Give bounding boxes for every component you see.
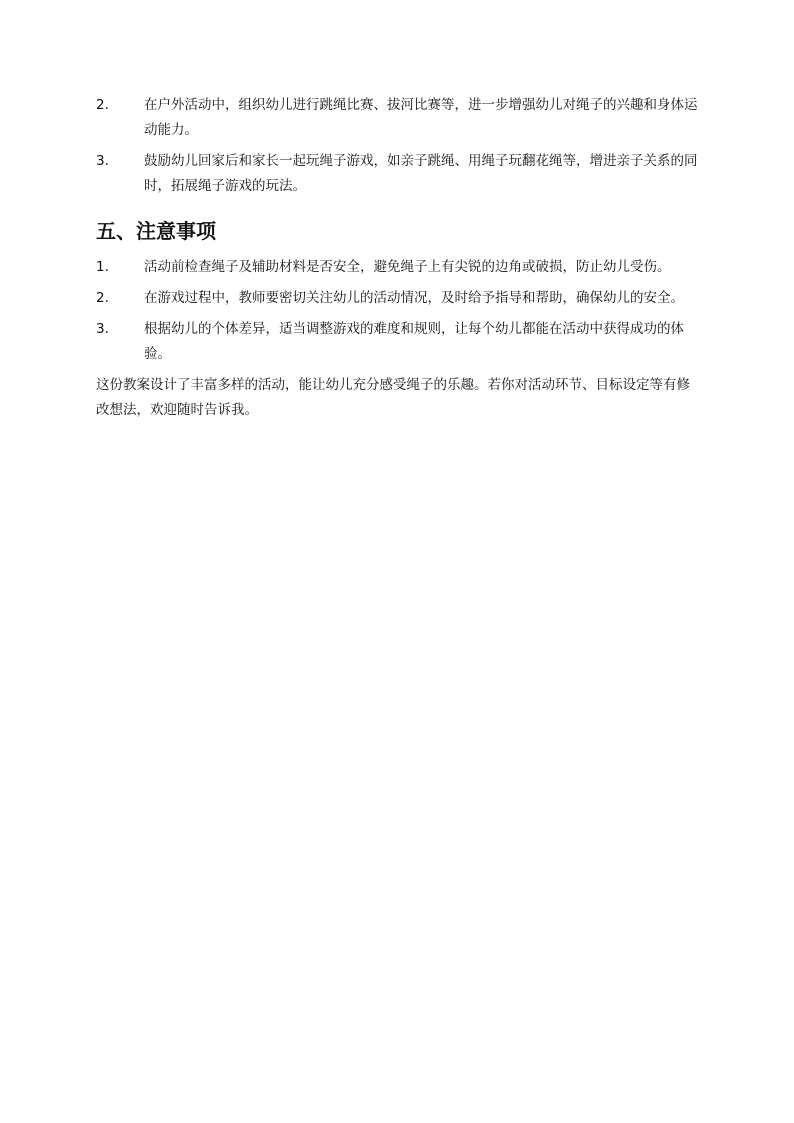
- section-heading: 五、注意事项: [96, 219, 216, 243]
- list-item: [96, 93, 700, 143]
- list-item: [96, 255, 700, 280]
- notes-list: [96, 255, 700, 367]
- list-item-text: 在游戏过程中，教师要密切关注幼儿的活动情况，及时给予指导和帮助，确保幼儿的安全。: [144, 290, 684, 306]
- list-item: [96, 286, 700, 311]
- list-item: [96, 149, 700, 199]
- list-item-number: 2.: [96, 290, 109, 306]
- list-item-number: 1.: [96, 259, 109, 275]
- list-item-text: 在户外活动中，组织幼儿进行跳绳比赛、拔河比赛等，进一步增强幼儿对绳子的兴趣和身体运动能力。: [144, 97, 698, 138]
- list-item-number: 3.: [96, 153, 109, 169]
- list-item-number: 3.: [96, 321, 109, 337]
- extension-activity-list: [96, 93, 700, 199]
- closing-paragraph: 这份教案设计了丰富多样的活动，能让幼儿充分感受绳子的乐趣。若你对活动环节、目标设定等有修改想法，欢迎随时告诉我。: [96, 377, 690, 418]
- list-item-text: 根据幼儿的个体差异，适当调整游戏的难度和规则，让每个幼儿都能在活动中获得成功的体验。: [144, 321, 684, 362]
- list-item-number: 2.: [96, 97, 109, 113]
- document-page: [96, 93, 700, 423]
- list-item-text: 鼓励幼儿回家后和家长一起玩绳子游戏，如亲子跳绳、用绳子玩翻花绳等，增进亲子关系的同时，拓展绳子游戏的玩法。: [144, 153, 698, 194]
- list-item: [96, 317, 700, 367]
- list-item-text: 活动前检查绳子及辅助材料是否安全，避免绳子上有尖锐的边角或破损，防止幼儿受伤。: [144, 259, 671, 275]
